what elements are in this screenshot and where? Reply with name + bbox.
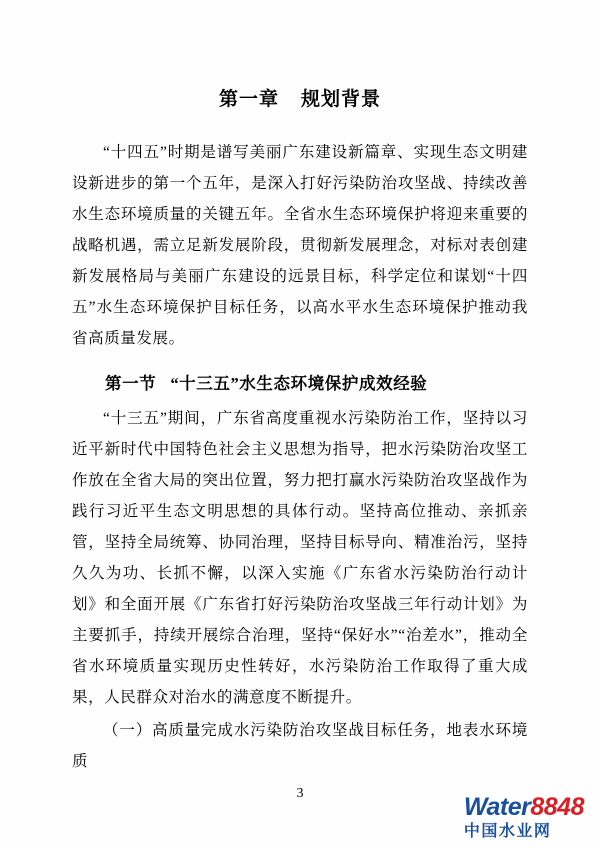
page-number: 3 [296,786,304,801]
chapter-number: 第一章 [218,89,279,110]
section-title-text: “十三五”水生态环境保护成效经验 [170,374,428,393]
watermark-brand [464,794,584,821]
watermark-brand-cn: 中国水业网 [463,822,552,840]
section-number: 第一节 [105,374,157,393]
watermark-brand-number: 8848 [530,792,584,821]
chapter-heading [72,84,528,111]
watermark-brand-word: Water [463,792,531,821]
section-heading [72,368,528,399]
paragraph: “十四五”时期是谱写美丽广东建设新篇章、实现生态文明建设新进步的第一个五年，是深入打好污染防治攻坚战、持续改善水生态环境质量的关键五年。全省水生态环境保护将迎来重要的战略机遇，需立足新发展阶段，贯彻新发展理念，对标对表创建新发展格局与美丽广东建设的远景目标，科学定位和谋划“十四五”水生态环境保护目标任务，以高水平水生态环境保护推动我省高质量发展。 [72,144,528,347]
chapter-title-text: 规划背景 [301,89,382,110]
page-content [72,84,528,779]
paragraph: （一）高质量完成水污染防治攻坚战目标任务，地表水环境质 [72,722,528,770]
paragraph: “十三五”期间，广东省高度重视水污染防治工作，坚持以习近平新时代中国特色社会主义思想为指导，把水污染防治攻坚工作放在全省大局的突出位置，努力把打赢水污染防治攻坚战作为践行习近平生态文明思想的具体行动。坚持高位推动、亲抓亲管，坚持全局统筹、协同治理，坚持目标导向、精准治污，坚持久久为功、长抓不懈，以深入实施《广东省水污染防治行动计划》和全面开展《广东省打好污染防治攻坚战三年行动计划》为主要抓手，持续开展综合治理，坚持“保好水”“治差水”，推动全省水环境质量实现历史性转好，水污染防治工作取得了重大成果，人民群众对治水的满意度不断提升。 [72,410,528,706]
watermark [464,794,584,840]
